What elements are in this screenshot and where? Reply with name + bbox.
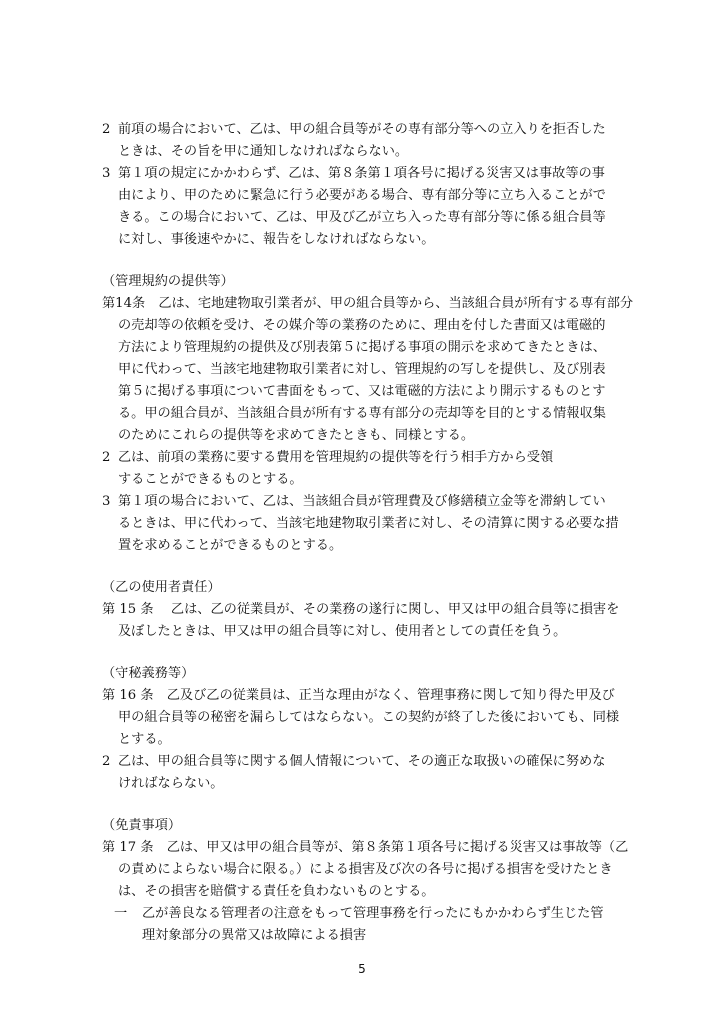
article-17-heading: （免責事項）: [102, 818, 182, 833]
text-line: 及ぼしたときは、甲又は甲の組合員等に対し、使用者としての責任を負う。: [118, 624, 567, 639]
article-14: [102, 293, 634, 447]
text-line: 第５に掲げる事項について書面をもって、又は電磁的方法により開示するものとす: [118, 384, 606, 399]
text-line: 甲の組合員等の秘密を漏らしてはならない。この契約が終了した後においても、同様: [118, 710, 620, 725]
text-line: することができるものとする。: [118, 472, 303, 487]
document-body: [102, 119, 634, 947]
text-line: 第14条 乙は、宅地建物取引業者が、甲の組合員等から、当該組合員が所有する専有部分: [102, 296, 634, 311]
article-14-paragraph-3: [102, 491, 630, 557]
text-line: 第 16 条 乙及び乙の従業員は、正当な理由がなく、管理事務に関して知り得た甲及び: [102, 688, 615, 703]
text-line: るときは、甲に代わって、当該宅地建物取引業者に対し、その清算に関する必要な措: [118, 516, 619, 531]
text-line: 方法により管理規約の提供及び別表第５に掲げる事項の開示を求めてきたときは、: [118, 340, 606, 355]
text-line: 乙が善良なる管理者の注意をもって管理事務を行ったにもかかわらず生じた管: [142, 906, 604, 921]
paragraph-2: [102, 119, 630, 163]
article-14-paragraph-2: [102, 447, 630, 491]
text-line: 第１項の場合において、乙は、当該組合員が管理費及び修繕積立金等を滞納してい: [118, 494, 606, 509]
text-line: の責めによらない場合に限る。）による損害及び次の各号に掲げる損害を受けたとき: [118, 862, 613, 877]
text-line: る。甲の組合員が、当該組合員が所有する専有部分の売却等を目的とする情報収集: [118, 406, 606, 421]
article-14-heading: （管理規約の提供等）: [102, 274, 234, 289]
paragraph-number: 3: [102, 166, 111, 181]
text-line: 由により、甲のために緊急に行う必要がある場合、専有部分等に立ち入ることがで: [118, 188, 606, 203]
text-line: 置を求めることができるものとする。: [118, 538, 343, 553]
text-line: 前項の場合において、乙は、甲の組合員等がその専有部分等への立入りを拒否した: [118, 122, 606, 137]
article-16-paragraph-2: [102, 751, 630, 795]
paragraph-number: 2: [102, 450, 111, 465]
text-line: ときは、その旨を甲に通知しなければならない。: [118, 144, 409, 159]
text-line: きる。この場合において、乙は、甲及び乙が立ち入った専有部分等に係る組合員等: [118, 210, 606, 225]
article-15-heading: （乙の使用者責任）: [102, 580, 221, 595]
text-line: は、その損害を賠償する責任を負わないものとする。: [118, 884, 435, 899]
article-15: [102, 599, 630, 643]
paragraph-3: [102, 163, 630, 251]
paragraph-number: 3: [102, 494, 111, 509]
article-17-item-1: [114, 903, 630, 947]
text-line: 理対象部分の異常又は故障による損害: [142, 928, 367, 943]
article-17: [102, 837, 630, 903]
page-number: 5: [358, 962, 366, 976]
text-line: 乙は、甲の組合員等に関する個人情報について、その適正な取扱いの確保に努めな: [118, 754, 606, 769]
article-16-heading: （守秘義務等）: [102, 666, 195, 681]
text-line: 第 17 条 乙は、甲又は甲の組合員等が、第８条第１項各号に掲げる災害又は事故等（乙: [102, 840, 629, 855]
text-line: 第 15 条 乙は、乙の従業員が、その業務の遂行に関し、甲又は甲の組合員等に損害を: [102, 602, 620, 617]
paragraph-number: 2: [102, 754, 111, 769]
text-line: ければならない。: [118, 776, 224, 791]
article-16: [102, 685, 630, 751]
item-marker: 一: [114, 906, 128, 921]
paragraph-number: 2: [102, 122, 111, 137]
text-line: とする。: [118, 732, 171, 747]
text-line: 甲に代わって、当該宅地建物取引業者に対し、管理規約の写しを提供し、及び別表: [118, 362, 606, 377]
text-line: 乙は、前項の業務に要する費用を管理規約の提供等を行う相手方から受領: [118, 450, 554, 465]
text-line: の売却等の依頼を受け、その媒介等の業務のために、理由を付した書面又は電磁的: [118, 318, 606, 333]
text-line: のためにこれらの提供等を求めてきたときも、同様とする。: [118, 428, 475, 443]
text-line: 第１項の規定にかかわらず、乙は、第８条第１項各号に掲げる災害又は事故等の事: [118, 166, 605, 181]
text-line: に対し、事後速やかに、報告をしなければならない。: [118, 232, 435, 247]
